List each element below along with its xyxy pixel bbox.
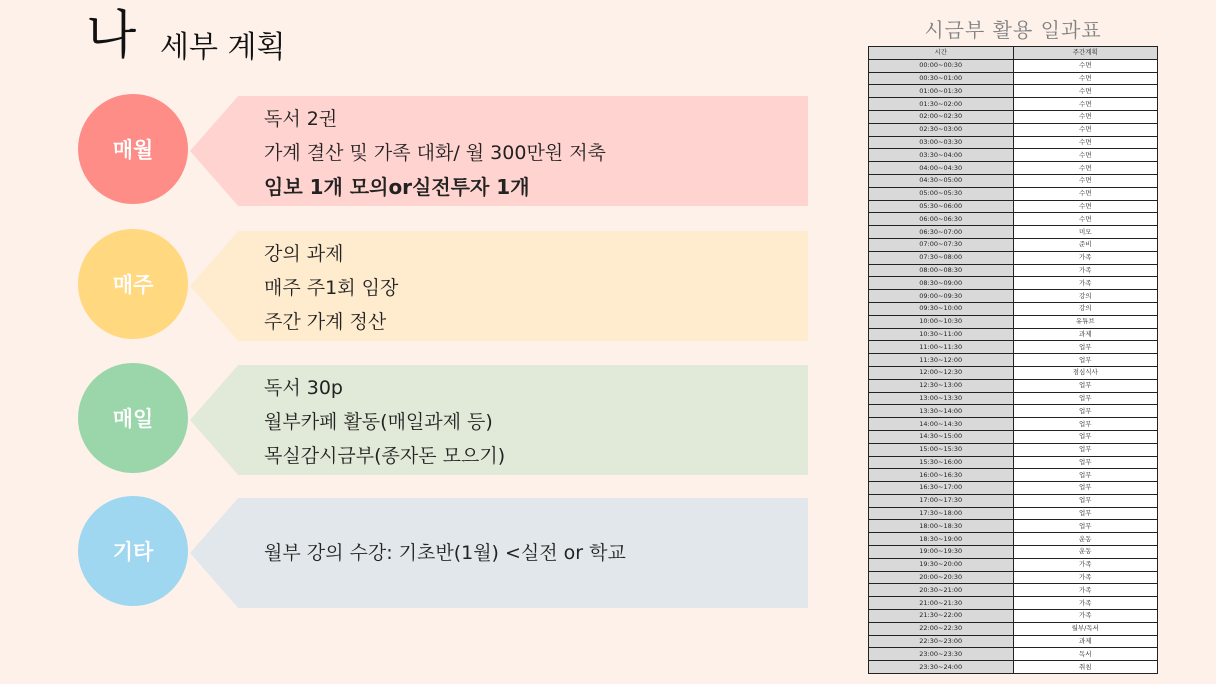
table-row (869, 635, 1158, 648)
table-row (869, 405, 1158, 418)
schedule-plan-cell: 운동 (1013, 546, 1158, 559)
schedule-header-plan: 주간계획 (1013, 47, 1158, 60)
plan-line: 목실감시금부(종자돈 모으기) (264, 445, 506, 467)
schedule-plan-cell: 준비 (1013, 238, 1158, 251)
schedule-time-cell: 08:00~08:30 (869, 264, 1014, 277)
schedule-time-cell: 13:30~14:00 (869, 405, 1014, 418)
schedule-time-cell: 22:30~23:00 (869, 635, 1014, 648)
plan-row-etc (78, 498, 808, 610)
table-row (869, 392, 1158, 405)
table-row (869, 149, 1158, 162)
schedule-plan-cell: 수면 (1013, 187, 1158, 200)
table-row (869, 341, 1158, 354)
schedule-plan-cell: 업무 (1013, 507, 1158, 520)
table-row (869, 302, 1158, 315)
schedule-time-cell: 11:30~12:00 (869, 354, 1014, 367)
schedule-plan-cell: 업무 (1013, 456, 1158, 469)
schedule-time-cell: 19:00~19:30 (869, 546, 1014, 559)
schedule-plan-cell: 수면 (1013, 149, 1158, 162)
schedule-time-cell: 03:00~03:30 (869, 136, 1014, 149)
table-row (869, 174, 1158, 187)
schedule-time-cell: 12:30~13:00 (869, 379, 1014, 392)
table-row (869, 354, 1158, 367)
table-row (869, 187, 1158, 200)
plan-line: 월부카페 활동(매일과제 등) (264, 411, 493, 433)
schedule-plan-cell: 가족 (1013, 277, 1158, 290)
table-row (869, 290, 1158, 303)
plan-lines (264, 536, 626, 570)
schedule-body (869, 59, 1158, 673)
schedule-plan-cell: 가족 (1013, 558, 1158, 571)
table-row (869, 610, 1158, 623)
schedule-time-cell: 04:00~04:30 (869, 162, 1014, 175)
schedule-plan-cell: 업무 (1013, 430, 1158, 443)
schedule-plan-cell: 강의 (1013, 290, 1158, 303)
schedule-time-cell: 05:00~05:30 (869, 187, 1014, 200)
schedule-plan-cell: 수면 (1013, 213, 1158, 226)
table-row (869, 72, 1158, 85)
schedule-plan-cell: 업무 (1013, 418, 1158, 431)
schedule-plan-cell: 미모 (1013, 226, 1158, 239)
plan-line: 매주 주1회 임장 (264, 277, 399, 299)
schedule-time-cell: 20:00~20:30 (869, 571, 1014, 584)
schedule-plan-cell: 업무 (1013, 482, 1158, 495)
schedule-time-cell: 02:30~03:00 (869, 123, 1014, 136)
schedule-plan-cell: 가족 (1013, 251, 1158, 264)
schedule-time-cell: 06:00~06:30 (869, 213, 1014, 226)
schedule-plan-cell: 유튜브 (1013, 315, 1158, 328)
table-row (869, 430, 1158, 443)
schedule-time-cell: 21:00~21:30 (869, 597, 1014, 610)
schedule-plan-cell: 가족 (1013, 610, 1158, 623)
table-row (869, 110, 1158, 123)
schedule-time-cell: 01:30~02:00 (869, 98, 1014, 111)
table-row (869, 558, 1158, 571)
schedule-plan-cell: 업무 (1013, 379, 1158, 392)
plan-line: 주간 가계 정산 (264, 311, 387, 333)
schedule-time-cell: 07:00~07:30 (869, 238, 1014, 251)
table-row (869, 418, 1158, 431)
plan-label-circle: 기타 (78, 496, 188, 606)
schedule-time-cell: 13:00~13:30 (869, 392, 1014, 405)
table-row (869, 315, 1158, 328)
table-row (869, 264, 1158, 277)
table-row (869, 507, 1158, 520)
schedule-time-cell: 18:00~18:30 (869, 520, 1014, 533)
schedule-time-cell: 10:30~11:00 (869, 328, 1014, 341)
schedule-time-cell: 16:30~17:00 (869, 482, 1014, 495)
table-row (869, 251, 1158, 264)
schedule-plan-cell: 가족 (1013, 571, 1158, 584)
page-title-sub: 세부 계획 (160, 30, 286, 65)
table-row (869, 456, 1158, 469)
plan-line: 임보 1개 모의or실전투자 1개 (264, 175, 530, 199)
schedule-time-cell: 14:30~15:00 (869, 430, 1014, 443)
schedule-plan-cell: 취침 (1013, 661, 1158, 674)
schedule-time-cell: 22:00~22:30 (869, 622, 1014, 635)
plan-lines (264, 102, 606, 204)
schedule-plan-cell: 수면 (1013, 98, 1158, 111)
plan-label-circle: 매일 (78, 363, 188, 473)
schedule-time-cell: 18:30~19:00 (869, 533, 1014, 546)
schedule-plan-cell: 수면 (1013, 72, 1158, 85)
table-row (869, 494, 1158, 507)
schedule-plan-cell: 업무 (1013, 405, 1158, 418)
schedule-time-cell: 15:00~15:30 (869, 443, 1014, 456)
table-row (869, 520, 1158, 533)
schedule-time-cell: 10:00~10:30 (869, 315, 1014, 328)
schedule-time-cell: 19:30~20:00 (869, 558, 1014, 571)
schedule-plan-cell: 수면 (1013, 162, 1158, 175)
schedule-time-cell: 05:30~06:00 (869, 200, 1014, 213)
schedule-plan-cell: 수면 (1013, 123, 1158, 136)
plan-row-weekly (78, 231, 808, 343)
schedule-time-cell: 16:00~16:30 (869, 469, 1014, 482)
table-row (869, 123, 1158, 136)
plan-row-monthly (78, 96, 808, 208)
schedule-time-cell: 08:30~09:00 (869, 277, 1014, 290)
plan-line: 독서 2권 (264, 108, 338, 130)
schedule-plan-cell: 수면 (1013, 136, 1158, 149)
table-row (869, 443, 1158, 456)
table-row (869, 584, 1158, 597)
table-row (869, 136, 1158, 149)
schedule-time-cell: 01:00~01:30 (869, 85, 1014, 98)
plan-line: 가계 결산 및 가족 대화/ 월 300만원 저축 (264, 142, 606, 164)
schedule-plan-cell: 운동 (1013, 533, 1158, 546)
schedule-plan-cell: 수면 (1013, 110, 1158, 123)
table-row (869, 98, 1158, 111)
schedule-time-cell: 14:00~14:30 (869, 418, 1014, 431)
schedule-time-cell: 21:30~22:00 (869, 610, 1014, 623)
schedule-plan-cell: 수면 (1013, 85, 1158, 98)
table-row (869, 597, 1158, 610)
table-row (869, 277, 1158, 290)
schedule-plan-cell: 과제 (1013, 635, 1158, 648)
schedule-plan-cell: 수면 (1013, 59, 1158, 72)
schedule-plan-cell: 독서 (1013, 648, 1158, 661)
table-row (869, 661, 1158, 674)
schedule-plan-cell: 업무 (1013, 354, 1158, 367)
schedule-plan-cell: 업무 (1013, 443, 1158, 456)
schedule-time-cell: 09:00~09:30 (869, 290, 1014, 303)
schedule-plan-cell: 업무 (1013, 392, 1158, 405)
schedule-plan-cell: 업무 (1013, 494, 1158, 507)
table-row (869, 379, 1158, 392)
schedule-plan-cell: 수면 (1013, 200, 1158, 213)
table-row (869, 622, 1158, 635)
plan-label-circle: 매주 (78, 229, 188, 339)
table-row (869, 238, 1158, 251)
schedule-time-cell: 15:30~16:00 (869, 456, 1014, 469)
schedule-plan-cell: 업무 (1013, 469, 1158, 482)
schedule-plan-cell: 업무 (1013, 520, 1158, 533)
table-row (869, 366, 1158, 379)
table-row (869, 226, 1158, 239)
schedule-time-cell: 17:00~17:30 (869, 494, 1014, 507)
plan-line: 독서 30p (264, 377, 343, 399)
schedule-time-cell: 02:00~02:30 (869, 110, 1014, 123)
plan-line: 월부 강의 수강: 기초반(1월) <실전 or 학교 (264, 542, 626, 564)
page-title-main: 나 (86, 6, 137, 66)
table-row (869, 533, 1158, 546)
table-row (869, 482, 1158, 495)
table-row (869, 85, 1158, 98)
schedule-time-cell: 04:30~05:00 (869, 174, 1014, 187)
schedule-plan-cell: 가족 (1013, 584, 1158, 597)
schedule-time-cell: 23:00~23:30 (869, 648, 1014, 661)
table-row (869, 571, 1158, 584)
schedule-table (868, 46, 1158, 674)
schedule-plan-cell: 수면 (1013, 174, 1158, 187)
table-row (869, 162, 1158, 175)
table-row (869, 213, 1158, 226)
schedule-time-cell: 03:30~04:00 (869, 149, 1014, 162)
table-row (869, 200, 1158, 213)
schedule-time-cell: 00:30~01:00 (869, 72, 1014, 85)
schedule-time-cell: 09:30~10:00 (869, 302, 1014, 315)
table-row (869, 546, 1158, 559)
table-row (869, 328, 1158, 341)
plan-lines (264, 237, 398, 339)
plan-line: 강의 과제 (264, 243, 344, 265)
plan-lines (264, 371, 505, 473)
schedule-time-cell: 11:00~11:30 (869, 341, 1014, 354)
schedule-time-cell: 20:30~21:00 (869, 584, 1014, 597)
schedule-header-time: 시간 (869, 47, 1014, 60)
plan-label-circle: 매월 (78, 94, 188, 204)
schedule-title: 시금부 활용 일과표 (924, 18, 1102, 42)
table-row (869, 648, 1158, 661)
table-row (869, 59, 1158, 72)
schedule-time-cell: 23:30~24:00 (869, 661, 1014, 674)
schedule-plan-cell: 과제 (1013, 328, 1158, 341)
table-row (869, 469, 1158, 482)
schedule-plan-cell: 업무 (1013, 341, 1158, 354)
schedule-time-cell: 06:30~07:00 (869, 226, 1014, 239)
schedule-plan-cell: 강의 (1013, 302, 1158, 315)
schedule-time-cell: 12:00~12:30 (869, 366, 1014, 379)
schedule-plan-cell: 월부/독서 (1013, 622, 1158, 635)
schedule-plan-cell: 가족 (1013, 597, 1158, 610)
schedule-time-cell: 17:30~18:00 (869, 507, 1014, 520)
schedule-time-cell: 00:00~00:30 (869, 59, 1014, 72)
schedule-time-cell: 07:30~08:00 (869, 251, 1014, 264)
schedule-plan-cell: 점심식사 (1013, 366, 1158, 379)
schedule-plan-cell: 가족 (1013, 264, 1158, 277)
plan-row-daily (78, 365, 808, 477)
